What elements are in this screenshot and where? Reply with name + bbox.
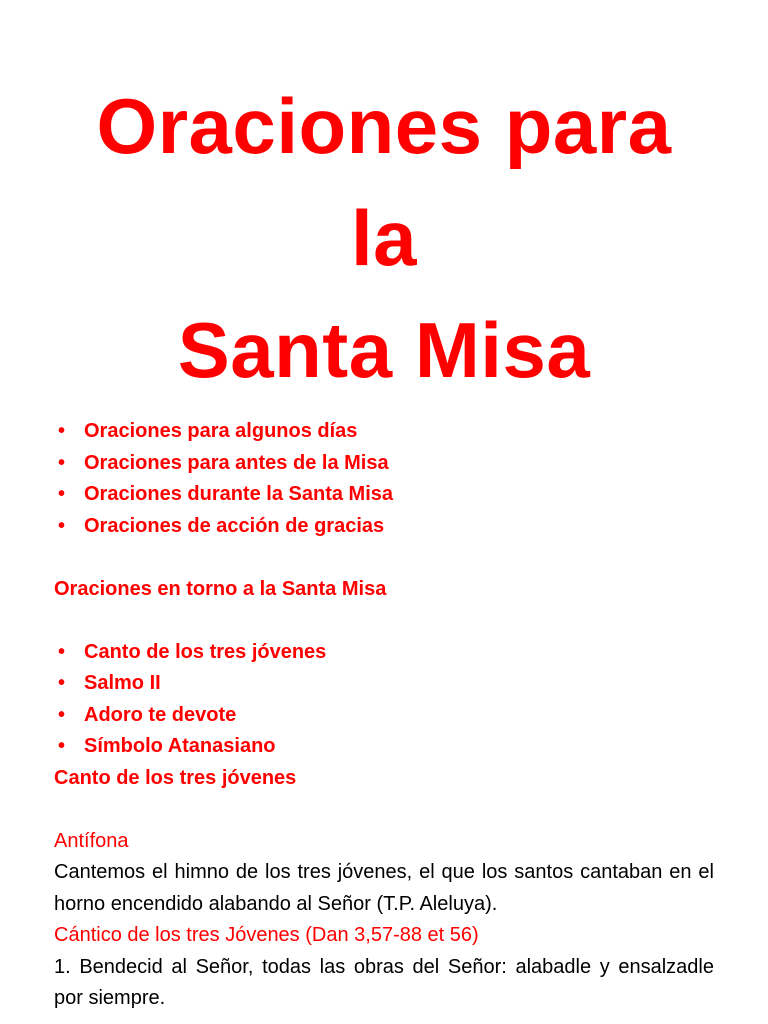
section-item-label: Símbolo Atanasiano [84, 735, 276, 757]
bullet-dot: • [58, 672, 66, 694]
spacer [54, 794, 714, 826]
contents-item-label: Oraciones para antes de la Misa [84, 451, 389, 474]
section-item-label: Adoro te devote [84, 703, 237, 726]
contents-item-label: Oraciones durante la Santa Misa [84, 483, 393, 505]
contents-item[interactable] [54, 416, 714, 448]
bullet-dot: • [58, 514, 66, 537]
spacer [54, 542, 714, 574]
bullet-dot: • [58, 483, 66, 505]
contents-item-label: Oraciones de acción de gracias [84, 514, 385, 537]
bullet-dot: • [58, 640, 66, 663]
bullet-dot: • [58, 451, 66, 474]
section-item-label: Canto de los tres jóvenes [84, 640, 327, 663]
section-item[interactable] [54, 637, 714, 669]
bullet-dot: • [58, 703, 66, 726]
title-line-2: Santa Misa [177, 306, 591, 394]
section-heading: Oraciones en torno a la Santa Misa [54, 577, 387, 600]
title-line-1: Oraciones para la [96, 82, 672, 282]
canticle-title: Cántico de los tres Jóvenes (Dan 3,57-88 et 56) [54, 924, 479, 946]
bullet-dot: • [58, 420, 66, 442]
section-item[interactable] [54, 731, 714, 763]
contents-list [54, 416, 714, 542]
antiphon-label: Antífona [54, 829, 129, 852]
section-list [54, 637, 714, 763]
spacer [54, 605, 714, 637]
section-item[interactable] [54, 668, 714, 700]
contents-item[interactable] [54, 479, 714, 511]
section-item-label: Salmo II [84, 672, 161, 694]
page-title [54, 70, 714, 406]
contents-item[interactable] [54, 448, 714, 480]
subheading: Canto de los tres jóvenes [54, 766, 297, 789]
antiphon-text: Cantemos el himno de los tres jóvenes, el que los santos cantaban en el horno encendido alabando al Señor (T.P. Aleluya). [54, 861, 714, 915]
contents-item[interactable] [54, 511, 714, 543]
contents-item-label: Oraciones para algunos días [84, 420, 358, 442]
section-item[interactable] [54, 700, 714, 732]
bullet-dot: • [58, 735, 66, 757]
verse-1: 1. Bendecid al Señor, todas las obras del Señor: alabadle y ensalzadle por siempre. [54, 955, 714, 1009]
